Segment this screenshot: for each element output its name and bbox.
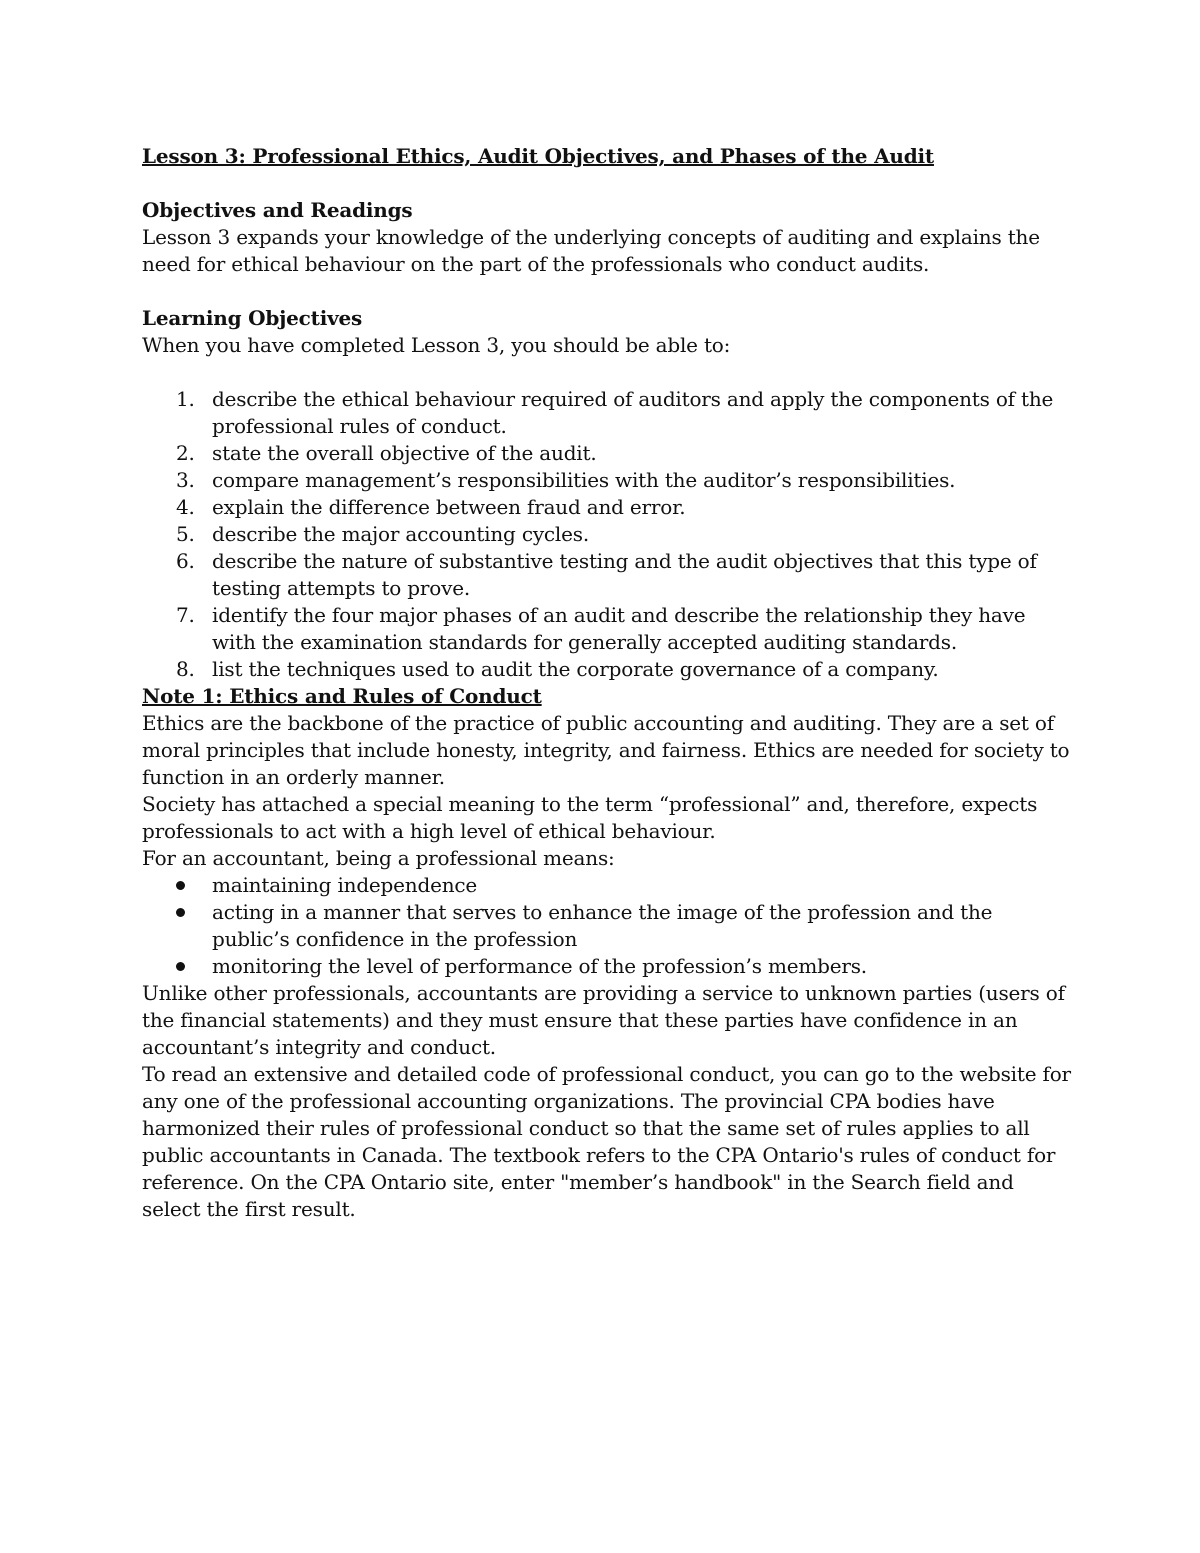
learning-objectives-heading: Learning Objectives	[142, 306, 363, 330]
learning-objectives-lead: When you have completed Lesson 3, you should be able to:	[142, 333, 731, 357]
lesson-title: Lesson 3: Professional Ethics, Audit Objectives, and Phases of the Audit	[142, 144, 934, 168]
note-1-title: Note 1: Ethics and Rules of Conduct	[142, 684, 542, 708]
list-item-text: monitoring the level of performance of the profession’s members.	[212, 954, 867, 978]
learning-objectives-list	[142, 386, 1072, 683]
list-item	[142, 521, 1072, 548]
list-number: 6.	[176, 549, 195, 573]
note-1-paragraph-4: Unlike other professionals, accountants are providing a service to unknown parties (users of the financial statements) and they must ensure that these parties have confidence in an accountant’s integrity and conduct.	[142, 981, 1065, 1059]
list-item-text: acting in a manner that serves to enhance the image of the profession and the public’s confidence in the profession	[212, 900, 993, 951]
note-1-paragraph-1: Ethics are the backbone of the practice of public accounting and auditing. They are a set of moral principles that include honesty, integrity, and fairness. Ethics are needed for society to function in an orderly manner.	[142, 711, 1070, 789]
list-item-text: list the techniques used to audit the corporate governance of a company.	[212, 657, 939, 681]
list-number: 3.	[176, 468, 195, 492]
list-item-text: state the overall objective of the audit.	[212, 441, 597, 465]
list-number: 4.	[176, 495, 195, 519]
list-number: 2.	[176, 441, 195, 465]
list-item	[142, 899, 1072, 953]
list-number: 7.	[176, 603, 195, 627]
bullet-icon	[176, 908, 185, 917]
objectives-and-readings-heading: Objectives and Readings	[142, 198, 413, 222]
list-item	[142, 872, 1072, 899]
list-item	[142, 602, 1072, 656]
list-item-text: describe the ethical behaviour required of auditors and apply the components of the professional rules of conduct.	[212, 387, 1054, 438]
list-item	[142, 467, 1072, 494]
list-item-text: explain the difference between fraud and error.	[212, 495, 686, 519]
list-item-text: identify the four major phases of an audit and describe the relationship they have with the examination standards for generally accepted auditing standards.	[212, 603, 1026, 654]
note-1-paragraph-3: For an accountant, being a professional means:	[142, 846, 615, 870]
list-item	[142, 953, 1072, 980]
list-item	[142, 440, 1072, 467]
bullet-icon	[176, 881, 185, 890]
list-item	[142, 494, 1072, 521]
list-item	[142, 548, 1072, 602]
list-number: 8.	[176, 657, 195, 681]
list-item-text: describe the nature of substantive testing and the audit objectives that this type of testing attempts to prove.	[212, 549, 1037, 600]
list-number: 5.	[176, 522, 195, 546]
list-item	[142, 386, 1072, 440]
list-item-text: compare management’s responsibilities with the auditor’s responsibilities.	[212, 468, 956, 492]
list-item-text: describe the major accounting cycles.	[212, 522, 589, 546]
list-item	[142, 656, 1072, 683]
professional-means-list	[142, 872, 1072, 980]
note-1-paragraph-2: Society has attached a special meaning to the term “professional” and, therefore, expects professionals to act with a high level of ethical behaviour.	[142, 792, 1038, 843]
intro-paragraph: Lesson 3 expands your knowledge of the underlying concepts of auditing and explains the need for ethical behaviour on the part of the professionals who conduct audits.	[142, 225, 1040, 276]
list-item-text: maintaining independence	[212, 873, 478, 897]
note-1-paragraph-5: To read an extensive and detailed code of professional conduct, you can go to the website for any one of the professional accounting organizations. The provincial CPA bodies have harmonized their rules of professional conduct so that the same set of rules applies to all public accountants in Canada. The textbook refers to the CPA Ontario's rules of conduct for reference. On the CPA Ontario site, enter "member’s handbook" in the Search field and select the first result.	[142, 1062, 1071, 1221]
document-page	[142, 143, 1072, 1223]
list-number: 1.	[176, 387, 195, 411]
bullet-icon	[176, 962, 185, 971]
